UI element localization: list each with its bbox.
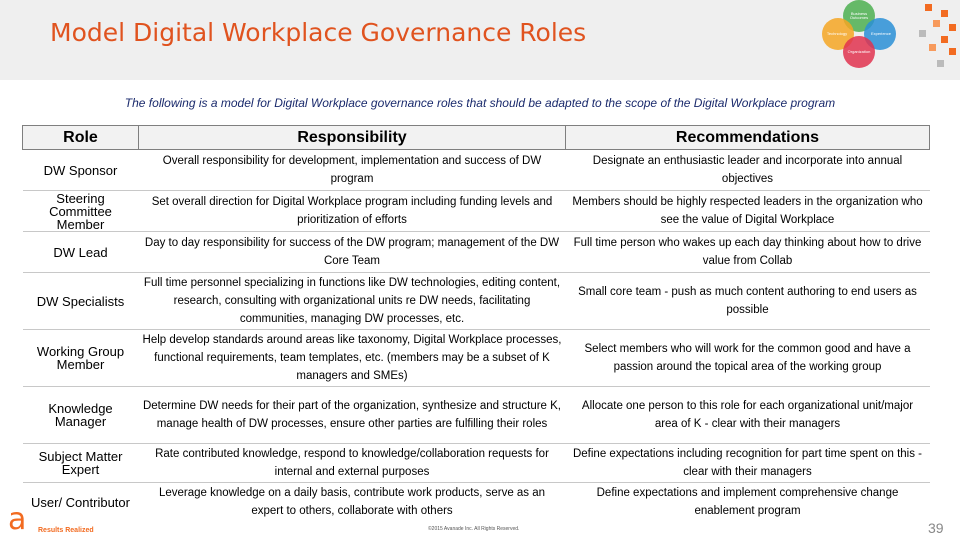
table-row (23, 150, 930, 191)
responsibility-cell: Rate contributed knowledge, respond to knowledge/collaboration requests for internal and external purposes (139, 444, 566, 483)
table-row (23, 483, 930, 522)
responsibility-cell: Leverage knowledge on a daily basis, contribute work products, serve as an expert to others, collaborate with others (139, 483, 566, 522)
slide-title: Model Digital Workplace Governance Roles (50, 18, 587, 47)
table-row (23, 273, 930, 330)
role-cell: Steering Committee Member (23, 191, 139, 232)
avanade-logo (8, 502, 98, 540)
slide-subtitle: The following is a model for Digital Workplace governance roles that should be adapted to the scope of the Digital Workplace program (124, 96, 836, 110)
recommendation-cell: Full time person who wakes up each day thinking about how to drive value from Collab (566, 232, 930, 273)
recommendation-cell: Define expectations and implement comprehensive change enablement program (566, 483, 930, 522)
responsibility-cell: Help develop standards around areas like taxonomy, Digital Workplace processes, functional requirements, team templates, etc. (members may be a subset of K managers and SMEs) (139, 330, 566, 387)
logo-tagline: Results Realized (38, 527, 94, 534)
table-row (23, 232, 930, 273)
table-row (23, 330, 930, 387)
recommendation-cell: Define expectations including recognition for part time spent on this - clear with their managers (566, 444, 930, 483)
table-header-row (23, 126, 930, 150)
governance-roles-table (22, 125, 930, 522)
recommendation-cell: Allocate one person to this role for each organizational unit/major area of K - clear with their managers (566, 387, 930, 444)
recommendation-cell: Members should be highly respected leaders in the organization who see the value of Digital Workplace (566, 191, 930, 232)
role-cell: DW Sponsor (23, 150, 139, 191)
column-header-responsibility: Responsibility (139, 126, 566, 150)
responsibility-cell: Day to day responsibility for success of the DW program; management of the DW Core Team (139, 232, 566, 273)
venn-label: Organization (847, 49, 871, 54)
table-row (23, 387, 930, 444)
responsibility-cell: Overall responsibility for development, implementation and success of DW program (139, 150, 566, 191)
decorative-dots (905, 0, 960, 75)
responsibility-cell: Determine DW needs for their part of the organization, synthesize and structure K, manage health of DW processes, ensure other parties are fulfilling their roles (139, 387, 566, 444)
venn-label: Business Outcomes (849, 11, 869, 21)
recommendation-cell: Select members who will work for the common good and have a passion around the topical area of the working group (566, 330, 930, 387)
role-cell: Knowledge Manager (23, 387, 139, 444)
responsibility-cell: Set overall direction for Digital Workplace program including funding levels and prioritization of efforts (139, 191, 566, 232)
role-cell: User/ Contributor (23, 483, 139, 522)
page-number: 39 (928, 520, 944, 536)
recommendation-cell: Small core team - push as much content authoring to end users as possible (566, 273, 930, 330)
table-row (23, 191, 930, 232)
copyright-notice: ©2015 Avanade Inc. All Rights Reserved. (428, 526, 520, 532)
recommendation-cell: Designate an enthusiastic leader and incorporate into annual objectives (566, 150, 930, 191)
role-cell: Subject Matter Expert (23, 444, 139, 483)
role-cell: Working Group Member (23, 330, 139, 387)
logo-mark: a (8, 502, 27, 537)
role-cell: DW Lead (23, 232, 139, 273)
column-header-recommendations: Recommendations (566, 126, 930, 150)
table-row (23, 444, 930, 483)
venn-diagram (810, 0, 905, 72)
responsibility-cell: Full time personnel specializing in functions like DW technologies, editing content, research, consulting with organizational units re DW needs, facilitating communities, managing DW processes, etc. (139, 273, 566, 330)
venn-label: Technology (826, 31, 848, 36)
column-header-role: Role (23, 126, 139, 150)
role-cell: DW Specialists (23, 273, 139, 330)
venn-label: Experience (870, 31, 891, 36)
